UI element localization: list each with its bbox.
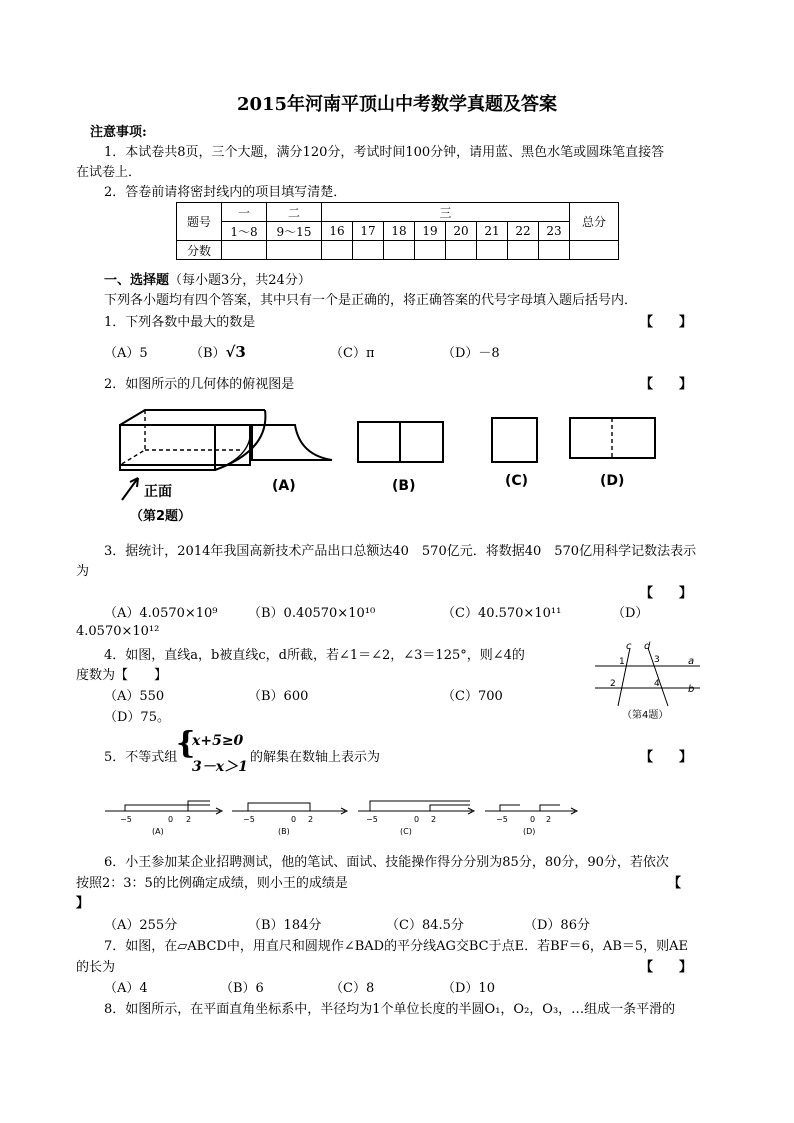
q3-option-c[interactable]: （C）40.570×10¹¹: [442, 606, 562, 621]
q5-inequality-2: 3－x＞1: [192, 759, 248, 775]
q7-stem-cont: 的长为: [76, 960, 116, 975]
q3-option-a[interactable]: （A）4.0570×10⁹: [104, 606, 218, 621]
tick-label: −5: [496, 815, 508, 824]
answer-bracket-open[interactable]: 【: [668, 876, 682, 891]
tick-label: 0: [168, 815, 174, 824]
q3-option-d-value: 4.0570×10¹²: [76, 624, 160, 639]
q6-option-b[interactable]: （B）184分: [248, 918, 322, 933]
fig-label: 2: [610, 679, 616, 689]
table-header-two: 二: [267, 203, 322, 222]
option-label: (B): [278, 827, 290, 836]
answer-bracket[interactable]: 【 】: [640, 586, 693, 601]
table-header-one: 一: [222, 203, 267, 222]
notes-line1: 1．本试卷共8页，三个大题，满分120分，考试时间100分钟，请用蓝、黑色水笔或圆珠笔直接答: [104, 145, 665, 160]
q1-option-a[interactable]: （A）5: [104, 346, 148, 361]
q7-option-a[interactable]: （A）4: [104, 981, 148, 996]
option-label: (A): [272, 478, 296, 494]
section-heading: 一、选择题（每小题3分，共24分）: [104, 273, 311, 288]
option-label: (B): [392, 478, 416, 494]
tick-label: −5: [243, 815, 255, 824]
q4-figure: [590, 638, 710, 722]
q3-option-d[interactable]: （D）: [612, 606, 649, 621]
score-blank[interactable]: [508, 241, 539, 260]
table-header-three: 三: [322, 203, 570, 222]
q4-option-a[interactable]: （A）550: [104, 689, 165, 704]
table-cell: 16: [322, 222, 353, 241]
tick-label: 2: [431, 815, 437, 824]
solid-front-face: [120, 425, 215, 470]
q7-option-d[interactable]: （D）10: [442, 981, 495, 996]
answer-bracket[interactable]: 【 】: [640, 960, 693, 975]
q3-stem-cont: 为: [76, 564, 90, 579]
q5-stem-cont: 的解集在数轴上表示为: [250, 750, 381, 765]
q8-stem: 8．如图所示，在平面直角坐标系中，半径均为1个单位长度的半圆O₁，O₂，O₃，…组成一条平滑的: [104, 1002, 676, 1017]
option-label: (A): [152, 827, 164, 836]
score-blank[interactable]: [415, 241, 446, 260]
answer-bracket-close: 】: [76, 896, 90, 911]
score-blank[interactable]: [477, 241, 508, 260]
option-label: (D): [523, 827, 536, 836]
table-cell: 9～15: [267, 222, 322, 241]
tick-label: −5: [120, 815, 132, 824]
q2-figure: [100, 400, 700, 530]
section-instruction: 下列各小题均有四个答案，其中只有一个是正确的，将正确答案的代号字母填入题后括号内．: [104, 293, 638, 308]
solid-top-face: [120, 425, 250, 465]
score-blank[interactable]: [222, 241, 267, 260]
score-blank[interactable]: [353, 241, 384, 260]
q4-stem-cont: 度数为【 】: [76, 668, 168, 683]
option-label: (C): [400, 827, 412, 836]
table-header-total: 总分: [570, 203, 619, 241]
q2-stem: 2．如图所示的几何体的俯视图是: [104, 377, 295, 392]
fig-label: c: [626, 641, 632, 652]
front-label: 正面: [144, 484, 172, 500]
fig-caption: （第2题）: [130, 509, 192, 524]
table-cell: 18: [384, 222, 415, 241]
q6-option-c[interactable]: （C）84.5分: [386, 918, 464, 933]
score-blank[interactable]: [384, 241, 415, 260]
fig-caption: （第4题）: [622, 710, 669, 721]
option-label: (C): [505, 473, 529, 489]
option-d-shape: [570, 418, 655, 458]
q6-stem: 6．小王参加某企业招聘测试，他的笔试、面试、技能操作得分分别为85分，80分，90分，若依次: [104, 855, 669, 870]
answer-bracket[interactable]: 【 】: [640, 750, 693, 765]
table-header-score: 分数: [177, 241, 222, 260]
answer-bracket[interactable]: 【 】: [640, 377, 693, 392]
table-header-tihao: 题号: [177, 203, 222, 241]
table-cell: 19: [415, 222, 446, 241]
table-cell: 22: [508, 222, 539, 241]
tick-label: 2: [546, 815, 552, 824]
q5-stem: 5．不等式组: [104, 750, 178, 765]
tick-label: 0: [291, 815, 297, 824]
table-cell: 21: [477, 222, 508, 241]
fig-label: d: [644, 641, 651, 652]
score-blank[interactable]: [539, 241, 570, 260]
option-c-shape: [492, 418, 537, 462]
fig-label: 1: [619, 657, 625, 667]
fig-label: b: [688, 684, 695, 695]
q1-option-c[interactable]: （C）π: [330, 346, 375, 361]
q1-option-b[interactable]: （B）√3: [190, 343, 246, 361]
table-cell: 1～8: [222, 222, 267, 241]
tick-label: 2: [186, 815, 192, 824]
option-label: (D): [600, 473, 625, 489]
fig-label: a: [688, 656, 695, 667]
q7-stem: 7．如图，在▱ABCD中，用直尺和圆规作∠BAD的平分线AG交BC于点E．若BF＝6，AB＝5，则AE: [104, 939, 689, 954]
notes-heading: 注意事项:: [90, 125, 147, 140]
tick-label: 2: [308, 815, 314, 824]
score-blank[interactable]: [267, 241, 322, 260]
q5-number-lines: [100, 796, 600, 838]
q4-option-d[interactable]: （D）75。: [104, 710, 170, 725]
fig-label: 3: [654, 655, 660, 665]
page-title: 2015年河南平顶山中考数学真题及答案: [236, 94, 558, 115]
q1-stem: 1．下列各数中最大的数是: [104, 315, 256, 330]
score-blank[interactable]: [570, 241, 619, 260]
answer-bracket[interactable]: 【 】: [640, 315, 693, 330]
q4-option-b[interactable]: （B）600: [248, 689, 309, 704]
q4-stem: 4．如图，直线a，b被直线c，d所截，若∠1＝∠2，∠3＝125°，则∠4的: [104, 648, 525, 663]
q6-option-d[interactable]: （D）86分: [524, 918, 590, 933]
q1-option-d[interactable]: （D）－8: [442, 346, 500, 361]
score-blank[interactable]: [322, 241, 353, 260]
table-cell: 20: [446, 222, 477, 241]
table-cell: 17: [353, 222, 384, 241]
notes-line1-cont: 在试卷上．: [76, 165, 142, 180]
q6-stem-cont: 按照2：3：5的比例确定成绩，则小王的成绩是: [76, 876, 348, 891]
q4-option-c[interactable]: （C）700: [442, 689, 503, 704]
tick-label: 0: [414, 815, 420, 824]
tick-label: −5: [366, 815, 378, 824]
score-blank[interactable]: [446, 241, 477, 260]
q6-option-a[interactable]: （A）255分: [104, 918, 178, 933]
table-cell: 23: [539, 222, 570, 241]
brace-icon: {: [176, 726, 196, 761]
tick-label: 0: [530, 815, 536, 824]
q7-option-c[interactable]: （C）8: [330, 981, 375, 996]
q5-inequality-1: x+5≥0: [192, 733, 244, 749]
score-table: [176, 202, 619, 260]
q3-option-b[interactable]: （B）0.40570×10¹⁰: [248, 606, 376, 621]
q3-stem: 3．据统计，2014年我国高新技术产品出口总额达40 570亿元．将数据40 570亿用科学记数法表示: [104, 544, 697, 559]
fig-label: 4: [654, 679, 660, 689]
q7-option-b[interactable]: （B）6: [220, 981, 264, 996]
notes-line2: 2．答卷前请将密封线内的项目填写清楚．: [104, 185, 347, 200]
